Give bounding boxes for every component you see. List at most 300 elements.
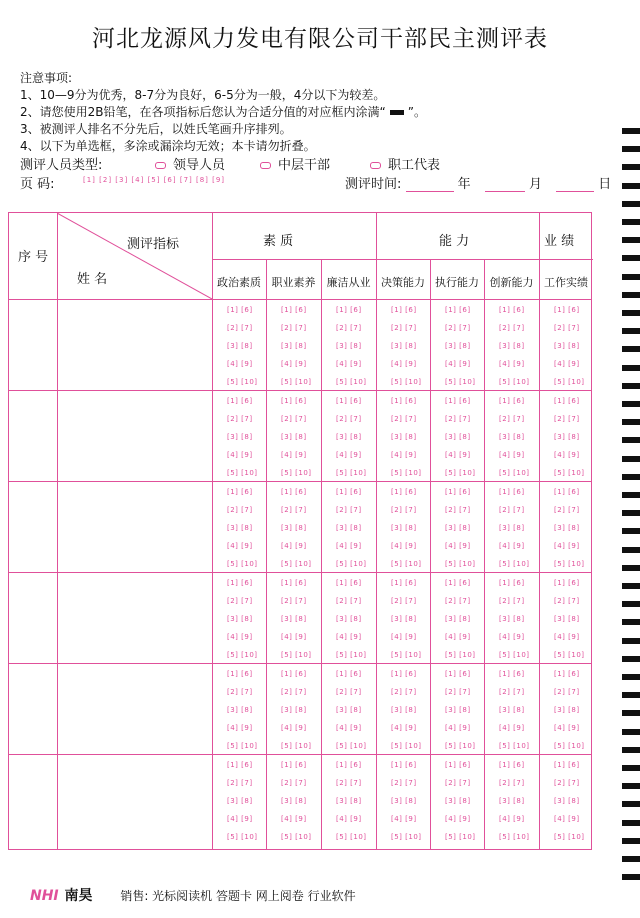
score-option[interactable]: [2] [7] bbox=[445, 779, 471, 787]
score-option[interactable]: [3] [8] bbox=[554, 706, 580, 714]
score-option[interactable]: [1] [6] bbox=[227, 488, 253, 496]
score-option[interactable]: [1] [6] bbox=[391, 670, 417, 678]
checkbox-icon[interactable] bbox=[155, 162, 166, 169]
score-option[interactable]: [4] [9] bbox=[554, 724, 580, 732]
day-label: 日 bbox=[598, 177, 612, 192]
timing-mark bbox=[622, 128, 640, 134]
date-row bbox=[345, 173, 611, 192]
score-option[interactable]: [2] [7] bbox=[336, 688, 362, 696]
score-option[interactable]: [5] [10] bbox=[336, 833, 367, 841]
score-option[interactable]: [5] [10] bbox=[499, 469, 530, 477]
score-option[interactable]: [5] [10] bbox=[445, 378, 476, 386]
score-option[interactable]: [4] [9] bbox=[445, 542, 471, 550]
score-option[interactable]: [3] [8] bbox=[227, 706, 253, 714]
rater-type-row bbox=[20, 154, 441, 173]
score-option[interactable]: [3] [8] bbox=[445, 524, 471, 532]
rater-option-label: 职工代表 bbox=[388, 158, 441, 173]
day-field[interactable] bbox=[556, 180, 594, 192]
timing-mark bbox=[622, 710, 640, 716]
seq-header: 序 号 bbox=[18, 250, 49, 265]
month-field[interactable] bbox=[485, 180, 525, 192]
score-option[interactable]: [4] [9] bbox=[391, 815, 417, 823]
score-option[interactable]: [2] [7] bbox=[499, 415, 525, 423]
group-performance: 业 绩 bbox=[544, 234, 575, 249]
timing-mark bbox=[622, 383, 640, 389]
timing-mark bbox=[622, 474, 640, 480]
timing-mark bbox=[622, 292, 640, 298]
note-line-4: 4、以下为单选框，多涂或漏涂均无效；本卡请勿折叠。 bbox=[20, 139, 316, 153]
score-option[interactable]: [3] [8] bbox=[391, 615, 417, 623]
timing-mark bbox=[622, 565, 640, 571]
score-option[interactable]: [2] [7] bbox=[499, 779, 525, 787]
score-option[interactable]: [2] [7] bbox=[391, 415, 417, 423]
score-option[interactable]: [5] [10] bbox=[336, 651, 367, 659]
score-option[interactable]: [5] [10] bbox=[554, 378, 585, 386]
score-option[interactable]: [5] [10] bbox=[554, 469, 585, 477]
score-option[interactable]: [4] [9] bbox=[391, 542, 417, 550]
score-option[interactable]: [1] [6] bbox=[445, 761, 471, 769]
score-option[interactable]: [3] [8] bbox=[281, 797, 307, 805]
footer-text: 销售: 光标阅读机 答题卡 网上阅卷 行业软件 bbox=[120, 889, 356, 903]
score-option[interactable]: [3] [8] bbox=[445, 797, 471, 805]
score-option[interactable]: [2] [7] bbox=[336, 779, 362, 787]
grid-hline bbox=[9, 663, 591, 664]
score-option[interactable]: [3] [8] bbox=[281, 524, 307, 532]
timing-mark bbox=[622, 765, 640, 771]
timing-mark bbox=[622, 619, 640, 625]
score-option[interactable]: [4] [9] bbox=[445, 633, 471, 641]
column-header: 廉洁从业 bbox=[326, 276, 371, 289]
timing-mark bbox=[622, 638, 640, 644]
score-option[interactable]: [4] [9] bbox=[554, 360, 580, 368]
score-option[interactable]: [5] [10] bbox=[227, 560, 258, 568]
column-header: 政治素质 bbox=[217, 276, 261, 289]
timing-mark bbox=[622, 747, 640, 753]
grid-hline bbox=[9, 481, 591, 482]
score-option[interactable]: [2] [7] bbox=[445, 415, 471, 423]
score-option[interactable]: [2] [7] bbox=[445, 597, 471, 605]
score-option[interactable]: [5] [10] bbox=[554, 833, 585, 841]
score-option[interactable]: [3] [8] bbox=[391, 342, 417, 350]
timing-mark bbox=[622, 492, 640, 498]
grid-vline bbox=[484, 259, 485, 849]
grid-hline bbox=[212, 259, 593, 260]
score-option[interactable]: [1] [6] bbox=[281, 397, 307, 405]
score-option[interactable]: [5] [10] bbox=[281, 560, 312, 568]
score-option[interactable]: [4] [9] bbox=[391, 724, 417, 732]
score-option[interactable]: [3] [8] bbox=[227, 524, 253, 532]
timing-mark bbox=[622, 346, 640, 352]
score-option[interactable]: [2] [7] bbox=[391, 324, 417, 332]
timing-mark bbox=[622, 874, 640, 880]
score-option[interactable]: [3] [8] bbox=[391, 433, 417, 441]
timing-mark bbox=[622, 801, 640, 807]
indicator-header: 测评指标 bbox=[127, 237, 180, 252]
score-option[interactable]: [4] [9] bbox=[336, 360, 362, 368]
score-option[interactable]: [4] [9] bbox=[391, 451, 417, 459]
score-option[interactable]: [5] [10] bbox=[336, 742, 367, 750]
timing-mark bbox=[622, 547, 640, 553]
grid-hline bbox=[9, 390, 591, 391]
score-option[interactable]: [1] [6] bbox=[499, 397, 525, 405]
score-option[interactable]: [1] [6] bbox=[281, 670, 307, 678]
score-option[interactable]: [5] [10] bbox=[445, 560, 476, 568]
score-option[interactable]: [1] [6] bbox=[554, 488, 580, 496]
rater-option-leader[interactable] bbox=[155, 154, 225, 173]
score-option[interactable]: [3] [8] bbox=[336, 524, 362, 532]
score-option[interactable]: [4] [9] bbox=[554, 451, 580, 459]
timing-mark bbox=[622, 164, 640, 170]
score-option[interactable]: [4] [9] bbox=[499, 360, 525, 368]
score-option[interactable]: [2] [7] bbox=[391, 688, 417, 696]
score-option[interactable]: [4] [9] bbox=[227, 633, 253, 641]
score-option[interactable]: [1] [6] bbox=[336, 306, 362, 314]
score-option[interactable]: [2] [7] bbox=[336, 415, 362, 423]
timing-mark bbox=[622, 274, 640, 280]
score-option[interactable]: [1] [6] bbox=[445, 579, 471, 587]
brand-name: 南昊 bbox=[64, 888, 93, 904]
score-option[interactable]: [5] [10] bbox=[554, 742, 585, 750]
score-option[interactable]: [2] [7] bbox=[445, 506, 471, 514]
score-option[interactable]: [2] [7] bbox=[281, 597, 307, 605]
score-option[interactable]: [1] [6] bbox=[227, 397, 253, 405]
score-option[interactable]: [2] [7] bbox=[391, 779, 417, 787]
page-code-options[interactable]: [1] [2] [3] [4] [5] [6] [7] [8] [9] bbox=[83, 176, 226, 184]
score-option[interactable]: [3] [8] bbox=[554, 342, 580, 350]
score-option[interactable]: [3] [8] bbox=[554, 615, 580, 623]
score-option[interactable]: [2] [7] bbox=[227, 597, 253, 605]
score-option[interactable]: [3] [8] bbox=[554, 524, 580, 532]
score-option[interactable]: [2] [7] bbox=[227, 688, 253, 696]
score-option[interactable]: [2] [7] bbox=[554, 597, 580, 605]
score-option[interactable]: [3] [8] bbox=[391, 706, 417, 714]
score-option[interactable]: [5] [10] bbox=[554, 651, 585, 659]
score-option[interactable]: [4] [9] bbox=[499, 815, 525, 823]
note-line-2 bbox=[20, 104, 426, 121]
timing-mark bbox=[622, 219, 640, 225]
name-header: 姓 名 bbox=[77, 272, 108, 287]
timing-mark bbox=[622, 692, 640, 698]
score-option[interactable]: [4] [9] bbox=[281, 360, 307, 368]
score-option[interactable]: [5] [10] bbox=[336, 469, 367, 477]
score-option[interactable]: [4] [9] bbox=[499, 724, 525, 732]
timing-mark bbox=[622, 601, 640, 607]
score-option[interactable]: [4] [9] bbox=[445, 724, 471, 732]
score-option[interactable]: [2] [7] bbox=[391, 597, 417, 605]
page-code-label: 页 码: bbox=[20, 177, 55, 192]
timing-mark bbox=[622, 255, 640, 261]
score-option[interactable]: [1] [6] bbox=[336, 761, 362, 769]
score-option[interactable]: [2] [7] bbox=[227, 415, 253, 423]
grid-hline bbox=[9, 754, 591, 755]
score-option[interactable]: [2] [7] bbox=[499, 688, 525, 696]
score-option[interactable]: [1] [6] bbox=[391, 397, 417, 405]
timing-mark bbox=[622, 456, 640, 462]
score-option[interactable]: [3] [8] bbox=[336, 342, 362, 350]
score-option[interactable]: [2] [7] bbox=[281, 688, 307, 696]
score-option[interactable]: [5] [10] bbox=[227, 651, 258, 659]
score-option[interactable]: [3] [8] bbox=[336, 797, 362, 805]
score-option[interactable]: [3] [8] bbox=[227, 433, 253, 441]
score-option[interactable]: [5] [10] bbox=[445, 742, 476, 750]
score-option[interactable]: [3] [8] bbox=[227, 615, 253, 623]
score-option[interactable]: [5] [10] bbox=[391, 378, 422, 386]
score-option[interactable]: [4] [9] bbox=[445, 360, 471, 368]
score-option[interactable]: [4] [9] bbox=[281, 633, 307, 641]
brand-logo: NHI bbox=[30, 888, 59, 904]
form-title: 河北龙源风力发电有限公司干部民主测评表 bbox=[92, 26, 548, 52]
score-option[interactable]: [1] [6] bbox=[445, 670, 471, 678]
score-option[interactable]: [1] [6] bbox=[391, 488, 417, 496]
score-option[interactable]: [2] [7] bbox=[391, 506, 417, 514]
score-option[interactable]: [5] [10] bbox=[281, 378, 312, 386]
score-option[interactable]: [5] [10] bbox=[499, 651, 530, 659]
score-option[interactable]: [1] [6] bbox=[499, 761, 525, 769]
evaluation-table bbox=[8, 212, 592, 850]
score-option[interactable]: [4] [9] bbox=[554, 815, 580, 823]
score-option[interactable]: [5] [10] bbox=[445, 833, 476, 841]
score-option[interactable]: [2] [7] bbox=[554, 688, 580, 696]
score-option[interactable]: [4] [9] bbox=[554, 542, 580, 550]
score-option[interactable]: [1] [6] bbox=[227, 306, 253, 314]
grid-hline bbox=[9, 299, 591, 300]
year-label: 年 bbox=[457, 177, 471, 192]
score-option[interactable]: [5] [10] bbox=[281, 651, 312, 659]
score-option[interactable]: [1] [6] bbox=[445, 488, 471, 496]
score-option[interactable]: [5] [10] bbox=[281, 469, 312, 477]
footer bbox=[30, 885, 356, 905]
score-option[interactable]: [4] [9] bbox=[281, 724, 307, 732]
score-option[interactable]: [3] [8] bbox=[499, 433, 525, 441]
score-option[interactable]: [3] [8] bbox=[281, 615, 307, 623]
score-option[interactable]: [1] [6] bbox=[281, 488, 307, 496]
score-option[interactable]: [3] [8] bbox=[336, 615, 362, 623]
group-ability: 能 力 bbox=[439, 234, 470, 249]
score-option[interactable]: [1] [6] bbox=[281, 761, 307, 769]
score-option[interactable]: [1] [6] bbox=[391, 306, 417, 314]
score-option[interactable]: [2] [7] bbox=[227, 506, 253, 514]
score-option[interactable]: [1] [6] bbox=[554, 670, 580, 678]
score-option[interactable]: [4] [9] bbox=[336, 542, 362, 550]
score-option[interactable]: [5] [10] bbox=[391, 742, 422, 750]
score-option[interactable]: [1] [6] bbox=[499, 670, 525, 678]
score-option[interactable]: [1] [6] bbox=[445, 306, 471, 314]
score-option[interactable]: [5] [10] bbox=[227, 469, 258, 477]
timing-mark bbox=[622, 437, 640, 443]
score-option[interactable]: [1] [6] bbox=[281, 306, 307, 314]
score-option[interactable]: [3] [8] bbox=[336, 706, 362, 714]
note-line-1: 1、10—9分为优秀，8-7分为良好，6-5分为一般，4分以下为较差。 bbox=[20, 88, 386, 102]
score-option[interactable]: [4] [9] bbox=[336, 724, 362, 732]
score-option[interactable]: [3] [8] bbox=[445, 433, 471, 441]
score-option[interactable]: [1] [6] bbox=[499, 488, 525, 496]
score-option[interactable]: [5] [10] bbox=[227, 742, 258, 750]
score-option[interactable]: [5] [10] bbox=[499, 833, 530, 841]
score-option[interactable]: [3] [8] bbox=[445, 342, 471, 350]
timing-mark bbox=[622, 528, 640, 534]
score-option[interactable]: [3] [8] bbox=[499, 797, 525, 805]
score-option[interactable]: [2] [7] bbox=[445, 688, 471, 696]
score-option[interactable]: [5] [10] bbox=[554, 560, 585, 568]
score-option[interactable]: [4] [9] bbox=[227, 815, 253, 823]
rater-option-label: 中层干部 bbox=[278, 158, 331, 173]
score-option[interactable]: [2] [7] bbox=[554, 779, 580, 787]
timing-mark bbox=[622, 856, 640, 862]
score-option[interactable]: [5] [10] bbox=[445, 469, 476, 477]
score-option[interactable]: [3] [8] bbox=[281, 706, 307, 714]
score-option[interactable]: [2] [7] bbox=[227, 324, 253, 332]
score-option[interactable]: [1] [6] bbox=[499, 579, 525, 587]
score-option[interactable]: [1] [6] bbox=[336, 579, 362, 587]
score-option[interactable]: [1] [6] bbox=[227, 579, 253, 587]
score-option[interactable]: [5] [10] bbox=[499, 378, 530, 386]
timing-mark bbox=[622, 237, 640, 243]
timing-mark bbox=[622, 310, 640, 316]
score-option[interactable]: [5] [10] bbox=[281, 742, 312, 750]
score-option[interactable]: [1] [6] bbox=[227, 761, 253, 769]
score-option[interactable]: [1] [6] bbox=[391, 761, 417, 769]
score-option[interactable]: [2] [7] bbox=[336, 506, 362, 514]
rater-option-label: 领导人员 bbox=[173, 158, 226, 173]
score-option[interactable]: [5] [10] bbox=[336, 560, 367, 568]
score-option[interactable]: [1] [6] bbox=[391, 579, 417, 587]
score-option[interactable]: [5] [10] bbox=[391, 560, 422, 568]
score-option[interactable]: [4] [9] bbox=[227, 542, 253, 550]
score-option[interactable]: [5] [10] bbox=[391, 469, 422, 477]
score-option[interactable]: [3] [8] bbox=[445, 706, 471, 714]
score-option[interactable]: [4] [9] bbox=[391, 360, 417, 368]
score-option[interactable]: [1] [6] bbox=[554, 306, 580, 314]
grid-hline bbox=[9, 572, 591, 573]
timing-mark bbox=[622, 729, 640, 735]
score-option[interactable]: [3] [8] bbox=[445, 615, 471, 623]
score-option[interactable]: [4] [9] bbox=[391, 633, 417, 641]
score-option[interactable]: [3] [8] bbox=[499, 342, 525, 350]
score-option[interactable]: [5] [10] bbox=[499, 560, 530, 568]
score-option[interactable]: [3] [8] bbox=[499, 524, 525, 532]
timing-mark bbox=[622, 183, 640, 189]
score-option[interactable]: [1] [6] bbox=[554, 397, 580, 405]
score-option[interactable]: [3] [8] bbox=[336, 433, 362, 441]
score-option[interactable]: [4] [9] bbox=[281, 542, 307, 550]
notes-section bbox=[20, 70, 426, 155]
timing-mark bbox=[622, 146, 640, 152]
score-option[interactable]: [2] [7] bbox=[554, 324, 580, 332]
score-option[interactable]: [2] [7] bbox=[281, 324, 307, 332]
group-quality: 素 质 bbox=[263, 234, 294, 249]
score-option[interactable]: [1] [6] bbox=[445, 397, 471, 405]
score-option[interactable]: [3] [8] bbox=[227, 797, 253, 805]
timing-mark bbox=[622, 656, 640, 662]
score-option[interactable]: [2] [7] bbox=[445, 324, 471, 332]
score-option[interactable]: [2] [7] bbox=[499, 506, 525, 514]
score-option[interactable]: [3] [8] bbox=[499, 615, 525, 623]
grid-vline bbox=[321, 259, 322, 849]
score-option[interactable]: [2] [7] bbox=[554, 415, 580, 423]
score-option[interactable]: [5] [10] bbox=[499, 742, 530, 750]
score-option[interactable]: [5] [10] bbox=[391, 651, 422, 659]
score-option[interactable]: [4] [9] bbox=[499, 451, 525, 459]
score-option[interactable]: [4] [9] bbox=[227, 724, 253, 732]
score-option[interactable]: [3] [8] bbox=[391, 797, 417, 805]
score-option[interactable]: [3] [8] bbox=[499, 706, 525, 714]
timing-mark bbox=[622, 838, 640, 844]
score-option[interactable]: [4] [9] bbox=[499, 633, 525, 641]
score-option[interactable]: [1] [6] bbox=[336, 397, 362, 405]
score-option[interactable]: [2] [7] bbox=[554, 506, 580, 514]
score-option[interactable]: [4] [9] bbox=[554, 633, 580, 641]
timing-mark bbox=[622, 583, 640, 589]
score-option[interactable]: [4] [9] bbox=[445, 815, 471, 823]
year-field[interactable] bbox=[406, 180, 454, 192]
score-option[interactable]: [3] [8] bbox=[391, 524, 417, 532]
score-option[interactable]: [4] [9] bbox=[281, 451, 307, 459]
timing-mark bbox=[622, 419, 640, 425]
score-option[interactable]: [2] [7] bbox=[281, 779, 307, 787]
month-label: 月 bbox=[528, 177, 542, 192]
rater-option-middle[interactable] bbox=[260, 154, 330, 173]
note-line-2-b: ”。 bbox=[407, 105, 426, 119]
score-option[interactable]: [4] [9] bbox=[281, 815, 307, 823]
score-option[interactable]: [5] [10] bbox=[227, 833, 258, 841]
timing-mark bbox=[622, 201, 640, 207]
column-header: 决策能力 bbox=[381, 276, 425, 289]
score-option[interactable]: [5] [10] bbox=[281, 833, 312, 841]
score-option[interactable]: [1] [6] bbox=[499, 306, 525, 314]
score-option[interactable]: [5] [10] bbox=[336, 378, 367, 386]
score-option[interactable]: [1] [6] bbox=[554, 761, 580, 769]
score-option[interactable]: [4] [9] bbox=[336, 633, 362, 641]
score-option[interactable]: [4] [9] bbox=[336, 815, 362, 823]
grid-vline bbox=[266, 259, 267, 849]
score-option[interactable]: [4] [9] bbox=[227, 451, 253, 459]
score-option[interactable]: [3] [8] bbox=[554, 797, 580, 805]
rater-type-label: 测评人员类型: bbox=[20, 158, 103, 173]
timing-mark bbox=[622, 674, 640, 680]
score-option[interactable]: [2] [7] bbox=[281, 415, 307, 423]
timing-mark bbox=[622, 365, 640, 371]
score-option[interactable]: [2] [7] bbox=[281, 506, 307, 514]
score-option[interactable]: [3] [8] bbox=[281, 342, 307, 350]
checkbox-icon[interactable] bbox=[370, 162, 381, 169]
score-option[interactable]: [2] [7] bbox=[336, 597, 362, 605]
score-option[interactable]: [2] [7] bbox=[499, 597, 525, 605]
notes-heading: 注意事项: bbox=[20, 71, 73, 85]
score-option[interactable]: [5] [10] bbox=[391, 833, 422, 841]
timing-mark bbox=[622, 820, 640, 826]
score-option[interactable]: [2] [7] bbox=[227, 779, 253, 787]
score-option[interactable]: [4] [9] bbox=[336, 451, 362, 459]
score-option[interactable]: [3] [8] bbox=[227, 342, 253, 350]
score-option[interactable]: [2] [7] bbox=[499, 324, 525, 332]
score-option[interactable]: [4] [9] bbox=[499, 542, 525, 550]
rater-option-staff[interactable] bbox=[370, 154, 440, 173]
score-option[interactable]: [5] [10] bbox=[227, 378, 258, 386]
score-option[interactable]: [3] [8] bbox=[554, 433, 580, 441]
score-option[interactable]: [5] [10] bbox=[445, 651, 476, 659]
timing-marks bbox=[618, 0, 640, 918]
score-option[interactable]: [4] [9] bbox=[227, 360, 253, 368]
checkbox-icon[interactable] bbox=[260, 162, 271, 169]
score-option[interactable]: [1] [6] bbox=[227, 670, 253, 678]
score-option[interactable]: [2] [7] bbox=[336, 324, 362, 332]
score-option[interactable]: [1] [6] bbox=[554, 579, 580, 587]
score-option[interactable]: [4] [9] bbox=[445, 451, 471, 459]
score-option[interactable]: [1] [6] bbox=[281, 579, 307, 587]
score-option[interactable]: [1] [6] bbox=[336, 488, 362, 496]
score-option[interactable]: [1] [6] bbox=[336, 670, 362, 678]
score-option[interactable]: [3] [8] bbox=[281, 433, 307, 441]
